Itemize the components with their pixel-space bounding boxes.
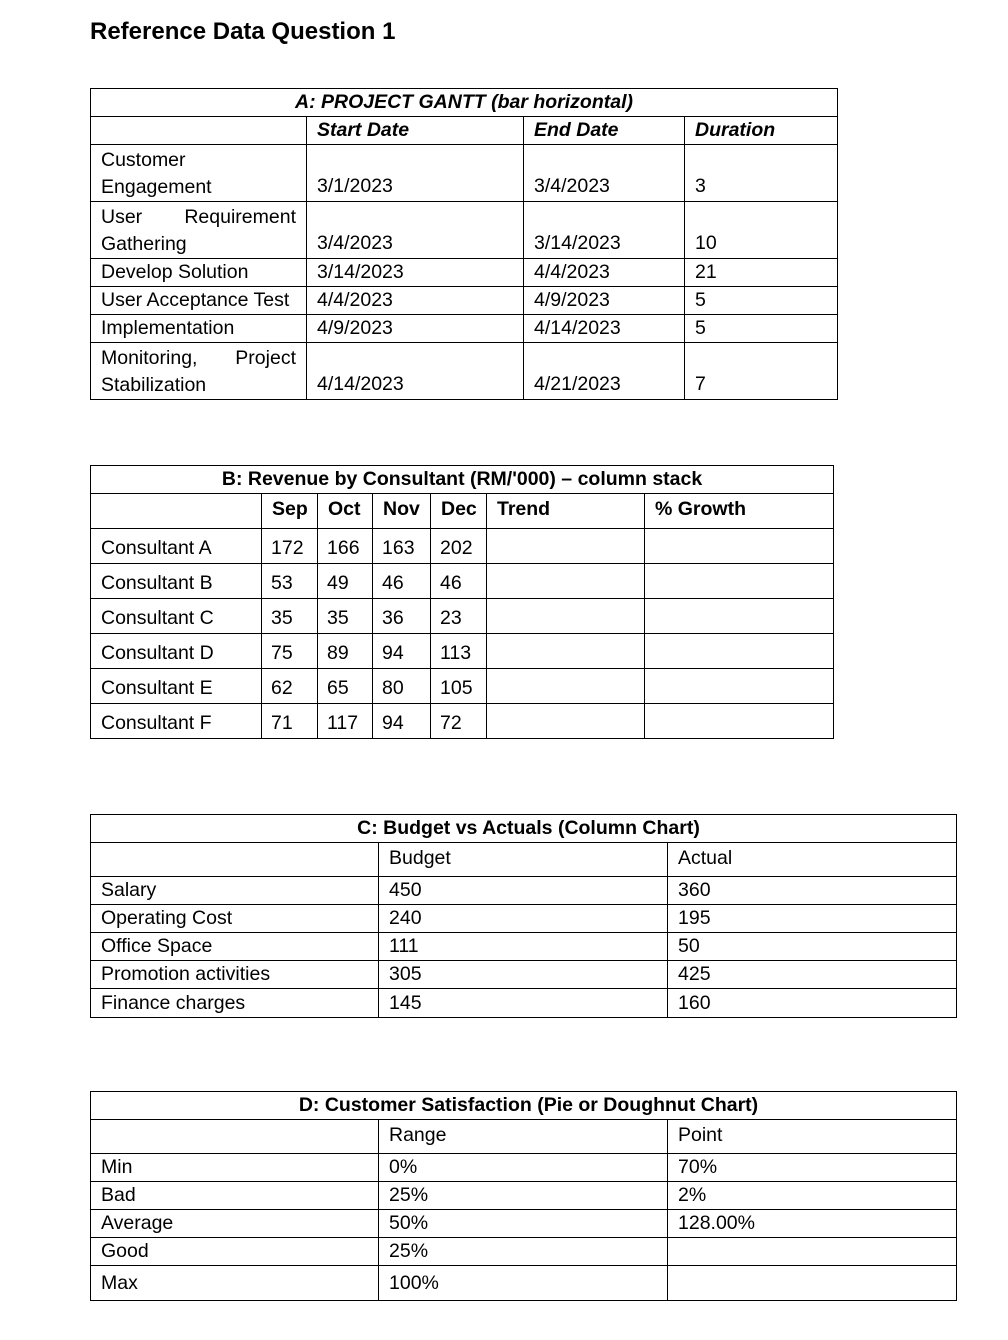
duration: 10 [685,202,838,259]
header-sep: Sep [262,494,318,529]
task-name [91,202,307,259]
start-date: 3/1/2023 [307,145,524,202]
header-oct: Oct [318,494,373,529]
table-row [91,669,834,704]
table-b-title: B: Revenue by Consultant (RM/'000) – column stack [91,466,834,494]
table-a-header-end: End Date [524,117,685,145]
task-name-line: Stabilization [101,374,207,396]
task-name-line: Customer [101,149,186,171]
actual-value: 195 [668,905,957,933]
range-value: 25% [379,1238,668,1266]
range-value: 100% [379,1266,668,1301]
table-row [91,961,957,989]
table-row [91,704,834,739]
budget-value: 111 [379,933,668,961]
value-oct: 89 [318,634,373,669]
header-dec: Dec [431,494,487,529]
duration: 5 [685,287,838,315]
value-sep: 172 [262,529,318,564]
growth-cell [645,564,834,599]
growth-cell [645,669,834,704]
consultant-name: Consultant E [91,669,262,704]
end-date: 4/9/2023 [524,287,685,315]
header-nov: Nov [373,494,431,529]
budget-value: 305 [379,961,668,989]
task-name: Develop Solution [91,259,307,287]
table-row [91,145,838,202]
table-c-title: C: Budget vs Actuals (Column Chart) [91,815,957,843]
actual-value: 360 [668,877,957,905]
value-nov: 80 [373,669,431,704]
table-c-header-empty [91,843,379,877]
table-a-header-duration: Duration [685,117,838,145]
point-value: 2% [668,1182,957,1210]
page-title: Reference Data Question 1 [90,18,396,45]
consultant-name: Consultant D [91,634,262,669]
range-value: 0% [379,1154,668,1182]
start-date: 3/4/2023 [307,202,524,259]
consultant-name: Consultant F [91,704,262,739]
task-name: User Acceptance Test [91,287,307,315]
table-b-header-empty [91,494,262,529]
point-value: 70% [668,1154,957,1182]
budget-item: Salary [91,877,379,905]
end-date: 4/4/2023 [524,259,685,287]
value-sep: 75 [262,634,318,669]
table-row [91,343,838,400]
value-dec: 113 [431,634,487,669]
value-nov: 46 [373,564,431,599]
header-growth: % Growth [645,494,834,529]
table-row [91,989,957,1018]
growth-cell [645,704,834,739]
value-oct: 65 [318,669,373,704]
value-oct: 117 [318,704,373,739]
growth-cell [645,634,834,669]
value-oct: 166 [318,529,373,564]
start-date: 4/4/2023 [307,287,524,315]
value-nov: 163 [373,529,431,564]
task-name: Implementation [91,315,307,343]
value-sep: 62 [262,669,318,704]
range-value: 50% [379,1210,668,1238]
budget-item: Promotion activities [91,961,379,989]
duration: 5 [685,315,838,343]
point-value: 128.00% [668,1210,957,1238]
range-value: 25% [379,1182,668,1210]
header-point: Point [668,1120,957,1154]
value-sep: 35 [262,599,318,634]
table-row [91,599,834,634]
table-a-header-start: Start Date [307,117,524,145]
task-name-line: Engagement [101,176,212,198]
satisfaction-label: Average [91,1210,379,1238]
table-row [91,877,957,905]
table-row [91,259,838,287]
table-row [91,1210,957,1238]
point-value [668,1238,957,1266]
satisfaction-table [90,1091,957,1301]
value-nov: 94 [373,634,431,669]
satisfaction-label: Max [91,1266,379,1301]
table-row [91,933,957,961]
table-row [91,1238,957,1266]
value-dec: 46 [431,564,487,599]
duration: 3 [685,145,838,202]
actual-value: 425 [668,961,957,989]
satisfaction-label: Good [91,1238,379,1266]
trend-cell [487,634,645,669]
value-nov: 94 [373,704,431,739]
header-actual: Actual [668,843,957,877]
end-date: 3/14/2023 [524,202,685,259]
table-a-header-empty [91,117,307,145]
satisfaction-label: Bad [91,1182,379,1210]
value-sep: 53 [262,564,318,599]
task-name-line: Gathering [101,233,187,255]
start-date: 3/14/2023 [307,259,524,287]
value-dec: 202 [431,529,487,564]
trend-cell [487,704,645,739]
table-row [91,905,957,933]
satisfaction-label: Min [91,1154,379,1182]
end-date: 4/14/2023 [524,315,685,343]
consultant-name: Consultant C [91,599,262,634]
actual-value: 160 [668,989,957,1018]
gantt-table [90,88,838,400]
table-d-title: D: Customer Satisfaction (Pie or Doughnut Chart) [91,1092,957,1120]
value-oct: 49 [318,564,373,599]
actual-value: 50 [668,933,957,961]
task-name [91,343,307,400]
table-row [91,529,834,564]
header-trend: Trend [487,494,645,529]
trend-cell [487,669,645,704]
table-row [91,1182,957,1210]
growth-cell [645,599,834,634]
header-budget: Budget [379,843,668,877]
value-dec: 105 [431,669,487,704]
budget-table [90,814,957,1018]
duration: 7 [685,343,838,400]
table-d-header-empty [91,1120,379,1154]
table-row [91,564,834,599]
table-a-title: A: PROJECT GANTT (bar horizontal) [91,89,838,117]
trend-cell [487,529,645,564]
value-nov: 36 [373,599,431,634]
start-date: 4/14/2023 [307,343,524,400]
value-oct: 35 [318,599,373,634]
budget-value: 450 [379,877,668,905]
growth-cell [645,529,834,564]
start-date: 4/9/2023 [307,315,524,343]
table-row [91,315,838,343]
trend-cell [487,599,645,634]
task-name-line: User Requirement [101,206,296,228]
point-value [668,1266,957,1301]
table-row [91,1266,957,1301]
end-date: 3/4/2023 [524,145,685,202]
table-row [91,202,838,259]
budget-value: 240 [379,905,668,933]
task-name-line: Monitoring, Project [101,347,296,369]
end-date: 4/21/2023 [524,343,685,400]
table-row [91,1154,957,1182]
budget-value: 145 [379,989,668,1018]
value-dec: 23 [431,599,487,634]
consultant-name: Consultant B [91,564,262,599]
value-sep: 71 [262,704,318,739]
duration: 21 [685,259,838,287]
value-dec: 72 [431,704,487,739]
table-row [91,287,838,315]
revenue-table [90,465,834,739]
task-name [91,145,307,202]
table-row [91,634,834,669]
trend-cell [487,564,645,599]
header-range: Range [379,1120,668,1154]
budget-item: Office Space [91,933,379,961]
consultant-name: Consultant A [91,529,262,564]
budget-item: Finance charges [91,989,379,1018]
budget-item: Operating Cost [91,905,379,933]
